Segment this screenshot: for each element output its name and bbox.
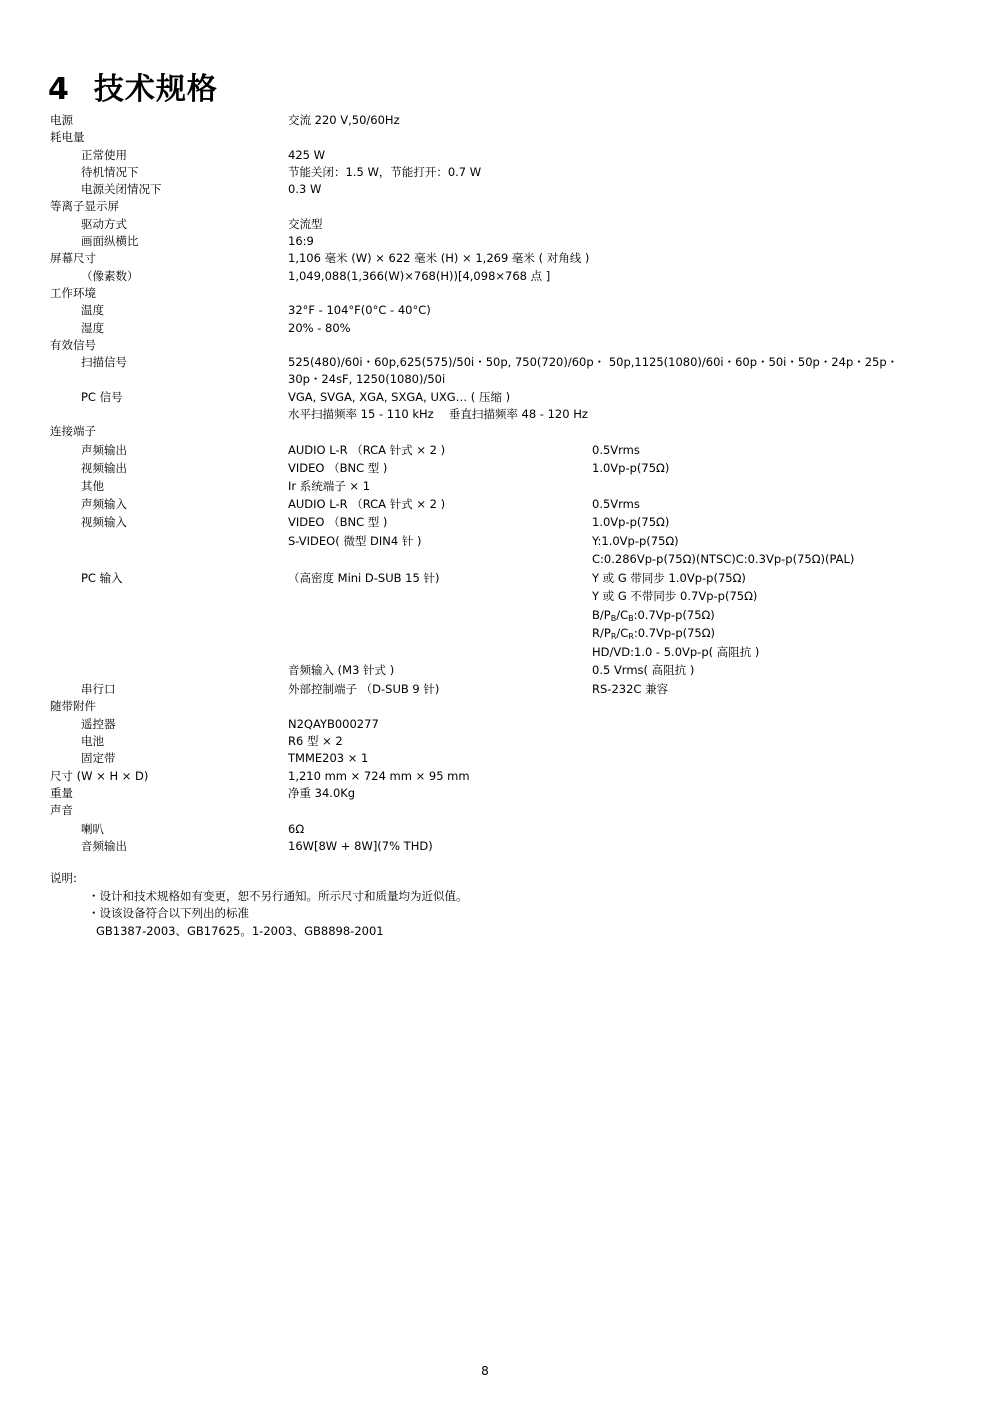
spec-row xyxy=(50,820,950,839)
section-number: 4 xyxy=(48,72,70,107)
spec-value: 425 W xyxy=(288,147,325,162)
spec-label: 正常使用 xyxy=(81,147,127,162)
spec-label: 其他 xyxy=(81,478,104,493)
spec-label: 声频输入 xyxy=(81,496,127,511)
spec-label: 待机情况下 xyxy=(81,164,139,179)
spec-detail: $R/P_R/C_R:0.7Vp-p(75\Omega)$ xyxy=(592,626,716,642)
spec-row xyxy=(50,233,950,250)
spec-detail: 0.5Vrms xyxy=(592,442,640,457)
spec-row xyxy=(50,268,950,285)
spec-value: 525(480)/60i・60p,625(575)/50i・50p, 750(720)/60p・ 50p,1125(1080)/60i・60p・50i・50p・24p・25p・ xyxy=(288,355,899,370)
spec-row xyxy=(50,587,950,606)
spec-label: 工作环境 xyxy=(50,285,96,300)
spec-label: 遥控器 xyxy=(81,716,116,731)
spec-row xyxy=(50,661,950,680)
spec-label: 扫描信号 xyxy=(81,355,127,370)
spec-label: 固定带 xyxy=(81,751,116,766)
section-title xyxy=(48,64,218,108)
spec-row xyxy=(50,389,950,406)
spec-label: 声音 xyxy=(50,803,73,818)
spec-row xyxy=(50,181,950,198)
spec-row xyxy=(50,750,950,767)
spec-value: N2QAYB000277 xyxy=(288,716,379,731)
spec-value: （高密度 Mini D-SUB 15 针) xyxy=(288,570,440,585)
spec-value: 0.3 W xyxy=(288,182,322,197)
spec-row xyxy=(50,441,950,460)
spec-value: VIDEO （BNC 型 ) xyxy=(288,515,388,530)
spec-label: 连接端子 xyxy=(50,424,96,439)
spec-label: 喇叭 xyxy=(81,821,104,836)
spec-table xyxy=(50,112,950,855)
spec-row xyxy=(50,423,950,440)
spec-label: 有效信号 xyxy=(50,337,96,352)
spec-label: 随带附件 xyxy=(50,699,96,714)
spec-label: 湿度 xyxy=(81,320,104,335)
spec-value: 音频输入 (M3 针式 ) xyxy=(288,663,395,678)
spec-detail: 0.5Vrms xyxy=(592,496,640,511)
spec-value: AUDIO L-R （RCA 针式 × 2 ) xyxy=(288,496,446,511)
spec-detail: 1.0Vp-p(75Ω) xyxy=(592,515,670,530)
spec-detail: C:0.286Vp-p(75Ω)(NTSC)C:0.3Vp-p(75Ω)(PAL) xyxy=(592,552,855,567)
spec-value: 外部控制端子 （D-SUB 9 针) xyxy=(288,681,440,696)
spec-label: 视频输出 xyxy=(81,461,127,476)
spec-row xyxy=(50,337,950,354)
spec-row xyxy=(50,112,950,129)
spec-row xyxy=(50,680,950,699)
spec-label: 电源 xyxy=(50,113,73,127)
spec-detail: $B/P_B/C_B:0.7Vp-p(75\Omega)$ xyxy=(592,607,715,623)
spec-row xyxy=(50,320,950,337)
spec-row xyxy=(50,164,950,181)
spec-value: 1,106 毫米 (W) × 622 毫米 (H) × 1,269 毫米 ( 对角线 ) xyxy=(288,251,590,266)
spec-row xyxy=(50,785,950,802)
spec-value: R6 型 × 2 xyxy=(288,734,343,749)
spec-row xyxy=(50,250,950,267)
spec-value: 水平扫描频率 15 - 110 kHz 垂直扫描频率 48 - 120 Hz xyxy=(288,407,588,422)
notes xyxy=(50,870,468,940)
spec-value: 净重 34.0Kg xyxy=(288,785,356,800)
spec-value: VIDEO （BNC 型 ) xyxy=(288,461,388,476)
spec-label: 尺寸 (W × H × D) xyxy=(50,768,149,783)
spec-row xyxy=(50,698,950,715)
spec-value: 30p・24sF, 1250(1080)/50i xyxy=(288,372,446,387)
spec-detail: HD/VD:1.0 - 5.0Vp-p( 高阻抗 ) xyxy=(592,644,760,659)
spec-label: 耗电量 xyxy=(50,130,85,145)
spec-row xyxy=(50,147,950,164)
spec-value: 交流 220 V,50/60Hz xyxy=(288,113,400,127)
spec-row xyxy=(50,802,950,819)
spec-detail: 0.5 Vrms( 高阻抗 ) xyxy=(592,663,695,678)
spec-row xyxy=(50,371,950,388)
spec-value: S-VIDEO( 微型 DIN4 针 ) xyxy=(288,533,422,548)
notes-label: 说明: xyxy=(50,871,77,885)
spec-value: 16:9 xyxy=(288,234,314,249)
spec-label: 串行口 xyxy=(81,681,116,696)
spec-value: 1,210 mm × 724 mm × 95 mm xyxy=(288,768,470,783)
spec-label: 画面纵横比 xyxy=(81,234,139,249)
spec-row xyxy=(50,216,950,233)
spec-label: （像素数） xyxy=(81,268,139,283)
spec-detail: RS-232C 兼容 xyxy=(592,681,669,696)
spec-detail: Y:1.0Vp-p(75Ω) xyxy=(592,533,679,548)
spec-value: 交流型 xyxy=(288,216,323,231)
spec-row xyxy=(50,624,950,643)
section-title-text: 技术规格 xyxy=(93,72,218,107)
spec-row xyxy=(50,406,950,423)
spec-label: PC 信号 xyxy=(81,389,123,404)
spec-row xyxy=(50,716,950,733)
spec-row xyxy=(50,478,950,495)
spec-value: 32°F - 104°F(0°C - 40°C) xyxy=(288,303,431,318)
spec-row xyxy=(50,838,950,855)
spec-label: 声频输出 xyxy=(81,442,127,457)
spec-label: 视频输入 xyxy=(81,515,127,530)
spec-row xyxy=(50,606,950,625)
spec-value: TMME203 × 1 xyxy=(288,751,369,766)
note-line: ・设该设备符合以下列出的标准 xyxy=(88,906,249,920)
spec-label: 电池 xyxy=(81,734,104,749)
page-number: 8 xyxy=(481,1364,489,1378)
spec-row xyxy=(50,532,950,551)
spec-value: 节能关闭：1.5 W，节能打开：0.7 W xyxy=(288,164,482,179)
spec-row xyxy=(50,513,950,532)
spec-label: PC 输入 xyxy=(81,570,123,585)
spec-row xyxy=(50,129,950,146)
spec-value: 1,049,088(1,366(W)×768(H))[4,098×768 点 ] xyxy=(288,268,551,283)
spec-row xyxy=(50,285,950,302)
spec-row xyxy=(50,550,950,569)
spec-value: Ir 系统端子 × 1 xyxy=(288,478,371,493)
spec-row xyxy=(50,459,950,478)
spec-label: 重量 xyxy=(50,785,73,800)
spec-label: 温度 xyxy=(81,303,104,318)
spec-value: 20% - 80% xyxy=(288,320,351,335)
spec-label: 等离子显示屏 xyxy=(50,199,119,214)
spec-label: 电源关闭情况下 xyxy=(81,182,162,197)
spec-row xyxy=(50,768,950,785)
spec-row xyxy=(50,733,950,750)
spec-value: 6Ω xyxy=(288,821,305,836)
spec-row xyxy=(50,302,950,319)
spec-detail: Y 或 G 不带同步 0.7Vp-p(75Ω) xyxy=(592,589,758,604)
note-line: ・设计和技术规格如有变更，恕不另行通知。所示尺寸和质量均为近似值。 xyxy=(88,888,468,903)
spec-row xyxy=(50,198,950,215)
spec-value: 16W[8W + 8W](7% THD) xyxy=(288,839,433,854)
note-line: GB1387-2003、GB17625。1-2003、GB8898-2001 xyxy=(96,923,384,938)
spec-label: 驱动方式 xyxy=(81,216,127,231)
spec-row xyxy=(50,495,950,514)
spec-label: 音频输出 xyxy=(81,839,127,854)
spec-value: VGA, SVGA, XGA, SXGA, UXG… ( 压缩 ) xyxy=(288,389,511,404)
spec-row xyxy=(50,354,950,371)
spec-value: AUDIO L-R （RCA 针式 × 2 ) xyxy=(288,442,446,457)
spec-detail: Y 或 G 带同步 1.0Vp-p(75Ω) xyxy=(592,570,746,585)
spec-row xyxy=(50,643,950,662)
spec-label: 屏幕尺寸 xyxy=(50,251,96,266)
spec-detail: 1.0Vp-p(75Ω) xyxy=(592,461,670,476)
spec-row xyxy=(50,569,950,588)
